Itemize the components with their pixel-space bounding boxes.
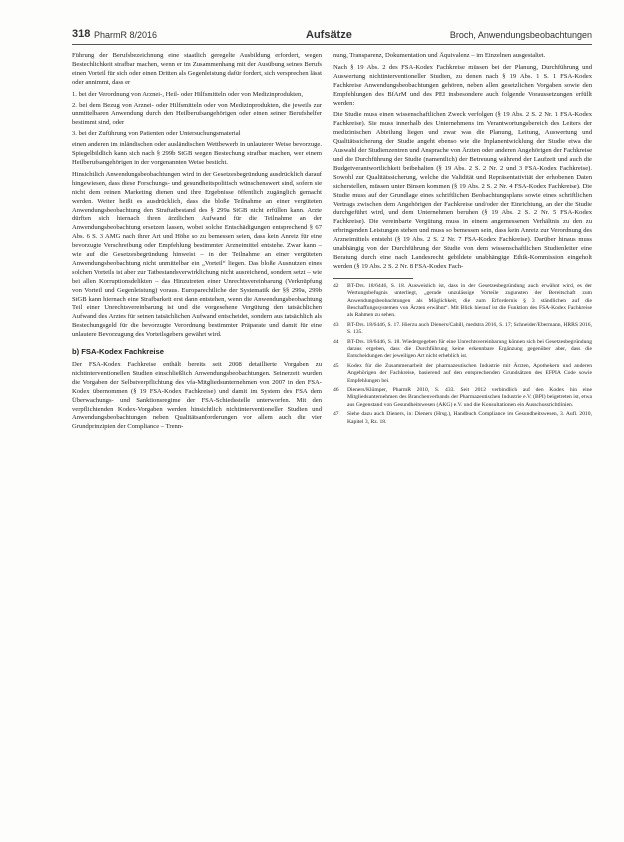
footnote: [333, 339, 592, 361]
paragraph: Hinsichtlich Anwendungsbeobachtungen wird in der Gesetzesbegründung ausdrücklich darauf hingewiesen, dass diese Forschungs- und gesundheitspolitisch wünschenswert sind, sofern sie nicht dem reinen Marketing dienen und ihre Ergebnisse öffentlich zugänglich gemacht werden. Weiter heißt es ausdrücklich, dass die bloße Teilnahme an einer vergüteten Anwendungsbeobachtung den Straftatbestand des § 299a StGB nicht erfüllen kann. Arzte dürften sich hiernach ihren ärztlichen Aufwand für die Teilnahme an der Anwendungsbeobachtung ersetzen lassen, wobei solche Entschädigungen entsprechend § 67 Abs. 6 S. 3 AMG nach ihrer Art und Höhe so zu bemessen seien, dass kein Anreiz für eine bevorzugte Verschreibung oder Empfehlung bestimmter Arzneimittel entstehe. Zwar kann – wie auf die Gesetzesbegründung hinweist – in der Teilnahme an einer vergüteten Anwendungsbeobachtung nicht unmittelbar ein „Vorteil“ liegen. Das bloße Ausnutzen eines solchen Vorteils ist aber zur Tatbestandsverwirklichung nicht ausreichend, sondern setzt – wie bei allen Korruptionsdelikten – das Hinzutreten einer Unrechtsvereinbarung (Verknüpfung von Vorteil und Gegenleistung) voraus. Europarechtliche der Systematik der §§ 299a, 299b StGB kann hiernach eine Strafbarkeit erst dann entstehen, wenn die Anwendungsbeobachtung Teil einer Unrechtsvereinbarung ist und die vorgesehene Vergütung den tatsächlichen Aufwand des Arztes für seinen tatsächlichen Aufwand entscheidet, sondern aus tatsächlich als Bestechungsgeld für die bevorzugte Verordnung bestimmter Präparate und damit für eine unlautere Bevorzugung des Vorteilsgebers gewährt wird.: [72, 170, 322, 339]
page-header: [72, 28, 592, 44]
footnote: [333, 387, 592, 409]
paragraph: Der FSA-Kodex Fachkreise enthält bereits seit 2008 detaillierte Vorgaben zu nichtinterventionellen Studien einschließlich Anwendungsbeobachtungen. Seinerzeit wurden die Vorgaben der Selbstverpflichtung des vfa-Mitgliedsunternehmen von 2007 in den FSA-Kodex übernommen (§ 19 FSA-Kodex Fachkreise) und damit im System des FSA dem Überwachungs- und Sanktionsregime der FSA-Schiedsstelle unterworfen. Mit den verpflichtenden Kodex-Vorgaben werden hinsichtlich nichtinterventioneller Studien und Anwendungsbeobachtungen neben Qualitätsanforderungen vor allem auch die vier Grundprinzipien der Compliance – Trenn-: [72, 361, 322, 431]
page-number: 318: [72, 28, 91, 40]
footnote-number: 46: [333, 387, 339, 394]
footnote-number: 42: [333, 282, 339, 289]
footnote-text: BT-Drs. 18/6446, S. 17. Hierzu auch Dieners/Cahill, medstra 2016, S. 17; Schneider/Ebermann, HRRS 2016, S. 135.: [347, 321, 592, 336]
footnote: [333, 411, 592, 426]
section-title: Aufsätze: [306, 29, 352, 41]
paragraph: einen anderen im inländischen oder ausländischen Wettbewerb in unlauterer Weise bevorzuge. Spiegelbildlich kann sich nach § 299b StGB wegen Bestechung strafbar machen, wer einem Heilberufsangehörigen in der vorgenannten Weise besticht.: [72, 141, 322, 166]
footnote-number: 47: [333, 411, 339, 418]
running-title: Broch, Anwendungsbeobachtungen: [449, 30, 592, 40]
paragraph: Nach § 19 Abs. 2 des FSA-Kodex Fachkreise müssen bei der Planung, Durchführung und Auswertung nichtinterventioneller Studien, zu denen nach § 19 Abs. 1 S. 1 FSA-Kodex Fachkreise Anwendungsbeobachtungen gehören, neben allen gesetzlichen Vorgaben sowie den Empfehlungen des BfArM und des PEI insbesondere auch folgende Voraussetzungen erfüllt werden:: [333, 63, 592, 107]
left-column: [72, 52, 322, 435]
footnote-text: Siehe dazu auch Dieners, in: Dieners (Hrsg.), Handbuch Compliance im Gesundheitswesen, 3. Aufl. 2010, Kapitel 3, Rz. 18.: [347, 411, 592, 425]
footnote-text: Kodex für die Zusammenarbeit der pharmazeutischen Industrie mit Ärzten, Apothekern und anderen Angehörigen der Fachkreise, basierend auf den entsprechenden Grundsätzen des EFPIA Code sowie Empfehlungen bei.: [347, 362, 592, 384]
list-item: 2. bei dem Bezug von Arznei- oder Hilfsmitteln oder von Medizinprodukten, die jeweils zur unmittelbaren Anwendung durch den Heilberufsangehörigen oder einen seiner Berufshelfer bestimmt sind, oder: [72, 101, 322, 127]
list-item: 1. bei der Verordnung von Arznei-, Heil- oder Hilfsmitteln oder von Medizinprodukten,: [72, 90, 303, 98]
section-heading: b) FSA-Kodex Fachkreise: [72, 347, 164, 357]
footnote: [333, 322, 592, 337]
footnote-text: BT-Drs. 18/6446, S. 18. Ausweislich ist, dass in der Gesetzesbegründung auch erwähnt wird, es der Wertungsbefugnis unterliegt, „gerade unzulässige Vorteile zugunsten der Bereitschaft zum Anwendungsbeobachtungen als Möglichkeit, die zum Erfordernis § 3 ständlichen auf die Beschaffungssystemen von Ärzten erwähnt“. Mit Blick hierauf ist die Funktion des FSA-Kodex Fachkreise als Rahmen zu sehen.: [347, 282, 592, 319]
paragraph: Die Studie muss einen wissenschaftlichen Zweck verfolgen (§ 19 Abs. 2 S. 2 Nr. 1 FSA-Kodex Fachkreise). Sie muss innerhalb des Unternehmens im Verantwortungsbereich des Leiters der medizinischen Abteilung liegen und zwar was die Planung, Leitung, Auswertung und Qualitätssicherung der Studie angeht ebenso wie die Inplanentwicklung der Studie etwa die Auswahl der Studienzentren und Ansprache von Ärzten oder anderen Angehörigen der Fachkreise und die Durchführung der Studie (namentlich) der Betreuung während der Laufzeit und auch die Budgetverantwortlichkeit beibehalten (§ 19 Abs. 2 S. 2 Nr. 2 und 3 FSA-Kodex Fachkreise). Sowohl zur Qualitätssicherung, welche die Validität und Repräsentativität der erhobenen Daten sicherstellen, müssen unter Binsen kommen (§ 19 Abs. 2 S. 2 Nr. 4 FSA-Kodex Fachkreise). Die Studie muss auf der Grundlage eines schriftlichen Beobachtungsplans sowie eines schriftlichen Vertrags zwischen dem Angehörigen der Fachkreise und/oder der Einrichtung, an der die Studie durchgeführt wird, und dem Unternehmen beruhen (§ 19 Abs. 2 S. 2 Nr. 5 FSA-Kodex Fachkreise). Die vereinbarte Vergütung muss in einem angemessenen Verhältnis zu den zu erbringenden Leistungen stehen und muss so bemessen sein, dass kein Anreiz zur Verordnung des Arzneimittels entsteht (§ 19 Abs. 2 S. 2 Nr. 7 FSA-Kodex Fachkreise). Darüber hinaus muss unabhängig von der Durchführung der Studie von dem wissenschaftlichen Studienleiter eine Beratung durch eine nach Landesrecht gebildete unabhängige Ethik-Kommission eingeholt werden (§ 19 Abs. 2 S. 2 Nr. 8 FSA-Kodex Fach-: [333, 111, 592, 270]
footnote-text: BT-Drs. 18/6446, S. 18. Wiedergegeben für eine Unrechtsvereinbarung können sich bei Gesetzesbegründung daraus ergeben, dass die Durchführung keine erkennbare Ergänzung gegenüber aber, dass die Entscheidungen der jeweiligen Art nicht erheblich ist.: [347, 338, 592, 360]
footnotes: [333, 283, 592, 426]
paragraph: Führung der Berufsbezeichnung eine staatlich geregelte Ausbildung erfordert, wegen Bestechlichkeit strafbar machen, wenn er im Zusammenhang mit der Ausübung seines Berufs einen Vorteil für sich oder einen Dritten als Gegenleistung dafür fordert, sich versprechen lässt oder annimmt, dass er: [72, 52, 322, 86]
footnote-number: 44: [333, 338, 339, 345]
journal-name: PharmR 8/2016: [94, 30, 158, 40]
paragraph: nung, Transparenz, Dokumentation und Äquivalenz – im Einzelnen ausgestaltet.: [333, 52, 546, 59]
header-rule: [72, 44, 592, 45]
footnote-text: Dieners/Klümper, PharmR 2010, S. 433. Seit 2012 verbindlich auf den Kodex hin eine Mitgliedsunternehmen des Branchenverbands der Pharmazeutischen Industrie e.V. (BPI) beigetreten ist, etwa aus Gegenstand von Gesundheitswesen (AKG) e.V. und die Konsultationen ein Ausschussrichtlinien.: [347, 387, 592, 408]
right-column: [333, 52, 592, 428]
footnote: [333, 363, 592, 385]
footnote-number: 43: [333, 321, 339, 328]
footnote: [333, 283, 592, 320]
footnote-rule: [333, 278, 413, 279]
list-item: 3. bei der Zuführung von Patienten oder Untersuchungsmaterial: [72, 130, 241, 138]
footnote-number: 45: [333, 362, 339, 369]
